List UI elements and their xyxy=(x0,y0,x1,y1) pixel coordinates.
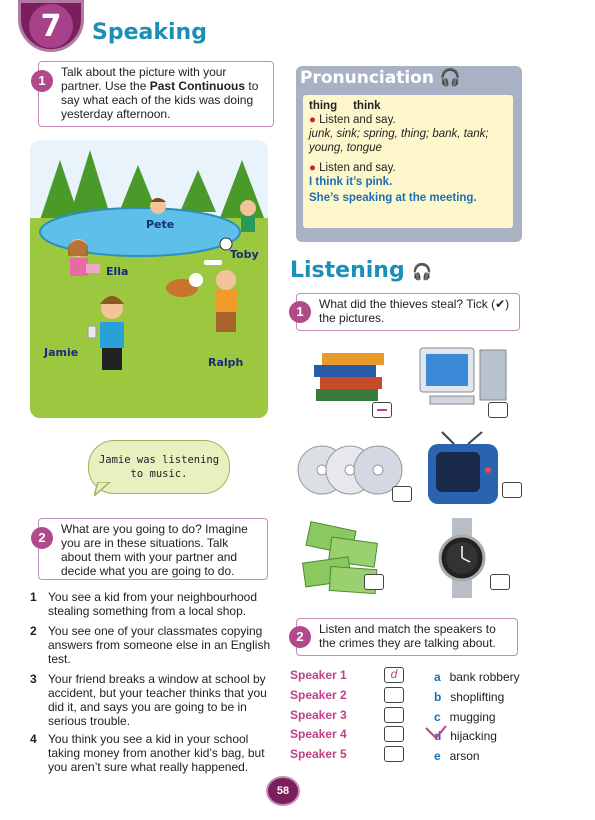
instruction: Listen and say. xyxy=(319,114,396,126)
task-number: 2 xyxy=(31,527,53,549)
word-list: junk, sink; spring, thing; bank, tank; young, tongue xyxy=(309,128,489,154)
list-text: You think you see a kid in your school taking money from another kid’s bag, but you aren’t sure what really happened. xyxy=(48,732,265,774)
watch-picture xyxy=(436,518,488,598)
tick-box-watch[interactable] xyxy=(490,574,510,590)
answer-box[interactable] xyxy=(384,707,404,723)
list-number: 4 xyxy=(30,732,37,746)
listening-title: Listening 🎧 xyxy=(290,258,433,283)
task-text: Talk about the picture with your partner. Use the xyxy=(61,65,227,93)
crime-option: c mugging xyxy=(434,710,496,724)
crime-option: d hijacking xyxy=(434,729,497,743)
instruction: Listen and say. xyxy=(319,162,396,174)
cds-picture xyxy=(296,440,406,502)
kid-name-jamie: Jamie xyxy=(44,346,79,359)
sound-word: thing xyxy=(309,100,338,112)
bullet-icon: ● xyxy=(309,162,316,174)
list-number: 1 xyxy=(30,590,37,604)
match-tick-icon xyxy=(424,724,448,740)
unit-badge xyxy=(18,0,84,52)
list-text: Your friend breaks a window at school by accident, but your teacher thinks that you did it, and says you are going to be in serious trouble. xyxy=(48,672,267,728)
pronunciation-title: Pronunciation 🎧 xyxy=(300,68,462,88)
page-number: 58 xyxy=(266,776,300,806)
kid-name-ella: Ella xyxy=(106,265,129,278)
headphones-icon: 🎧 xyxy=(412,262,433,281)
tick-box-books[interactable] xyxy=(372,402,392,418)
task-number: 1 xyxy=(31,70,53,92)
bubble-line: Jamie was listening xyxy=(98,454,220,466)
list-number: 3 xyxy=(30,672,37,686)
speaking-title: Speaking xyxy=(92,20,207,45)
crime-option: a bank robbery xyxy=(434,670,520,684)
task-number: 1 xyxy=(289,301,311,323)
task-number: 2 xyxy=(289,626,311,648)
list-text: You see one of your classmates copying answers from someone else in an English test. xyxy=(48,624,271,666)
listening-task-2 xyxy=(296,618,518,656)
bubble-line: to music. xyxy=(130,468,188,480)
speaker-label: Speaker 2 xyxy=(290,688,347,702)
tick-box-cds[interactable] xyxy=(392,486,412,502)
speaker-label: Speaker 5 xyxy=(290,747,347,761)
speaker-label: Speaker 4 xyxy=(290,727,347,741)
speaking-task-1 xyxy=(38,61,274,127)
tick-box-computer[interactable] xyxy=(488,402,508,418)
tick-box-money[interactable] xyxy=(364,574,384,590)
sentence: She’s speaking at the meeting. xyxy=(309,192,477,204)
speaker-label: Speaker 1 xyxy=(290,668,347,682)
sound-word: think xyxy=(353,100,381,112)
park-illustration xyxy=(30,140,268,418)
speaking-task-2 xyxy=(38,518,268,580)
pronunciation-content xyxy=(303,95,513,228)
dash-mark xyxy=(377,409,387,411)
park-scene-picture xyxy=(30,140,268,418)
unit-number: 7 xyxy=(29,4,73,48)
answer-box[interactable]: d xyxy=(384,667,404,683)
tick-box-tv[interactable] xyxy=(502,482,522,498)
bubble-tail-icon xyxy=(94,482,112,496)
kid-name-pete: Pete xyxy=(146,218,175,231)
kid-name-ralph: Ralph xyxy=(208,356,244,369)
crime-option: b shoplifting xyxy=(434,690,505,704)
task-text: What are you going to do? Imagine you are in these situations. Talk about them with your partner and decide what you are going to do. xyxy=(61,522,248,578)
situations-list xyxy=(30,590,275,775)
speaker-label: Speaker 3 xyxy=(290,708,347,722)
list-number: 2 xyxy=(30,624,37,638)
listening-task-1 xyxy=(296,293,520,331)
bullet-icon: ● xyxy=(309,114,316,126)
answer-box[interactable] xyxy=(384,687,404,703)
answer-box[interactable] xyxy=(384,746,404,762)
task-text-bold: Past Continuous xyxy=(149,79,246,93)
task-text: What did the thieves steal? Tick (✔) the pictures. xyxy=(319,297,510,325)
sentence: I think it’s pink. xyxy=(309,176,393,188)
task-text: Listen and match the speakers to the crimes they are talking about. xyxy=(319,622,496,650)
crime-option: e arson xyxy=(434,749,480,763)
task-text: to say what each of the kids was doing yesterday afternoon. xyxy=(61,79,259,121)
television-picture xyxy=(424,430,504,510)
kid-name-toby: Toby xyxy=(230,248,259,261)
answer-box[interactable] xyxy=(384,726,404,742)
headphones-icon: 🎧 xyxy=(439,68,462,88)
list-text: You see a kid from your neighbourhood stealing something from a local shop. xyxy=(48,590,258,618)
